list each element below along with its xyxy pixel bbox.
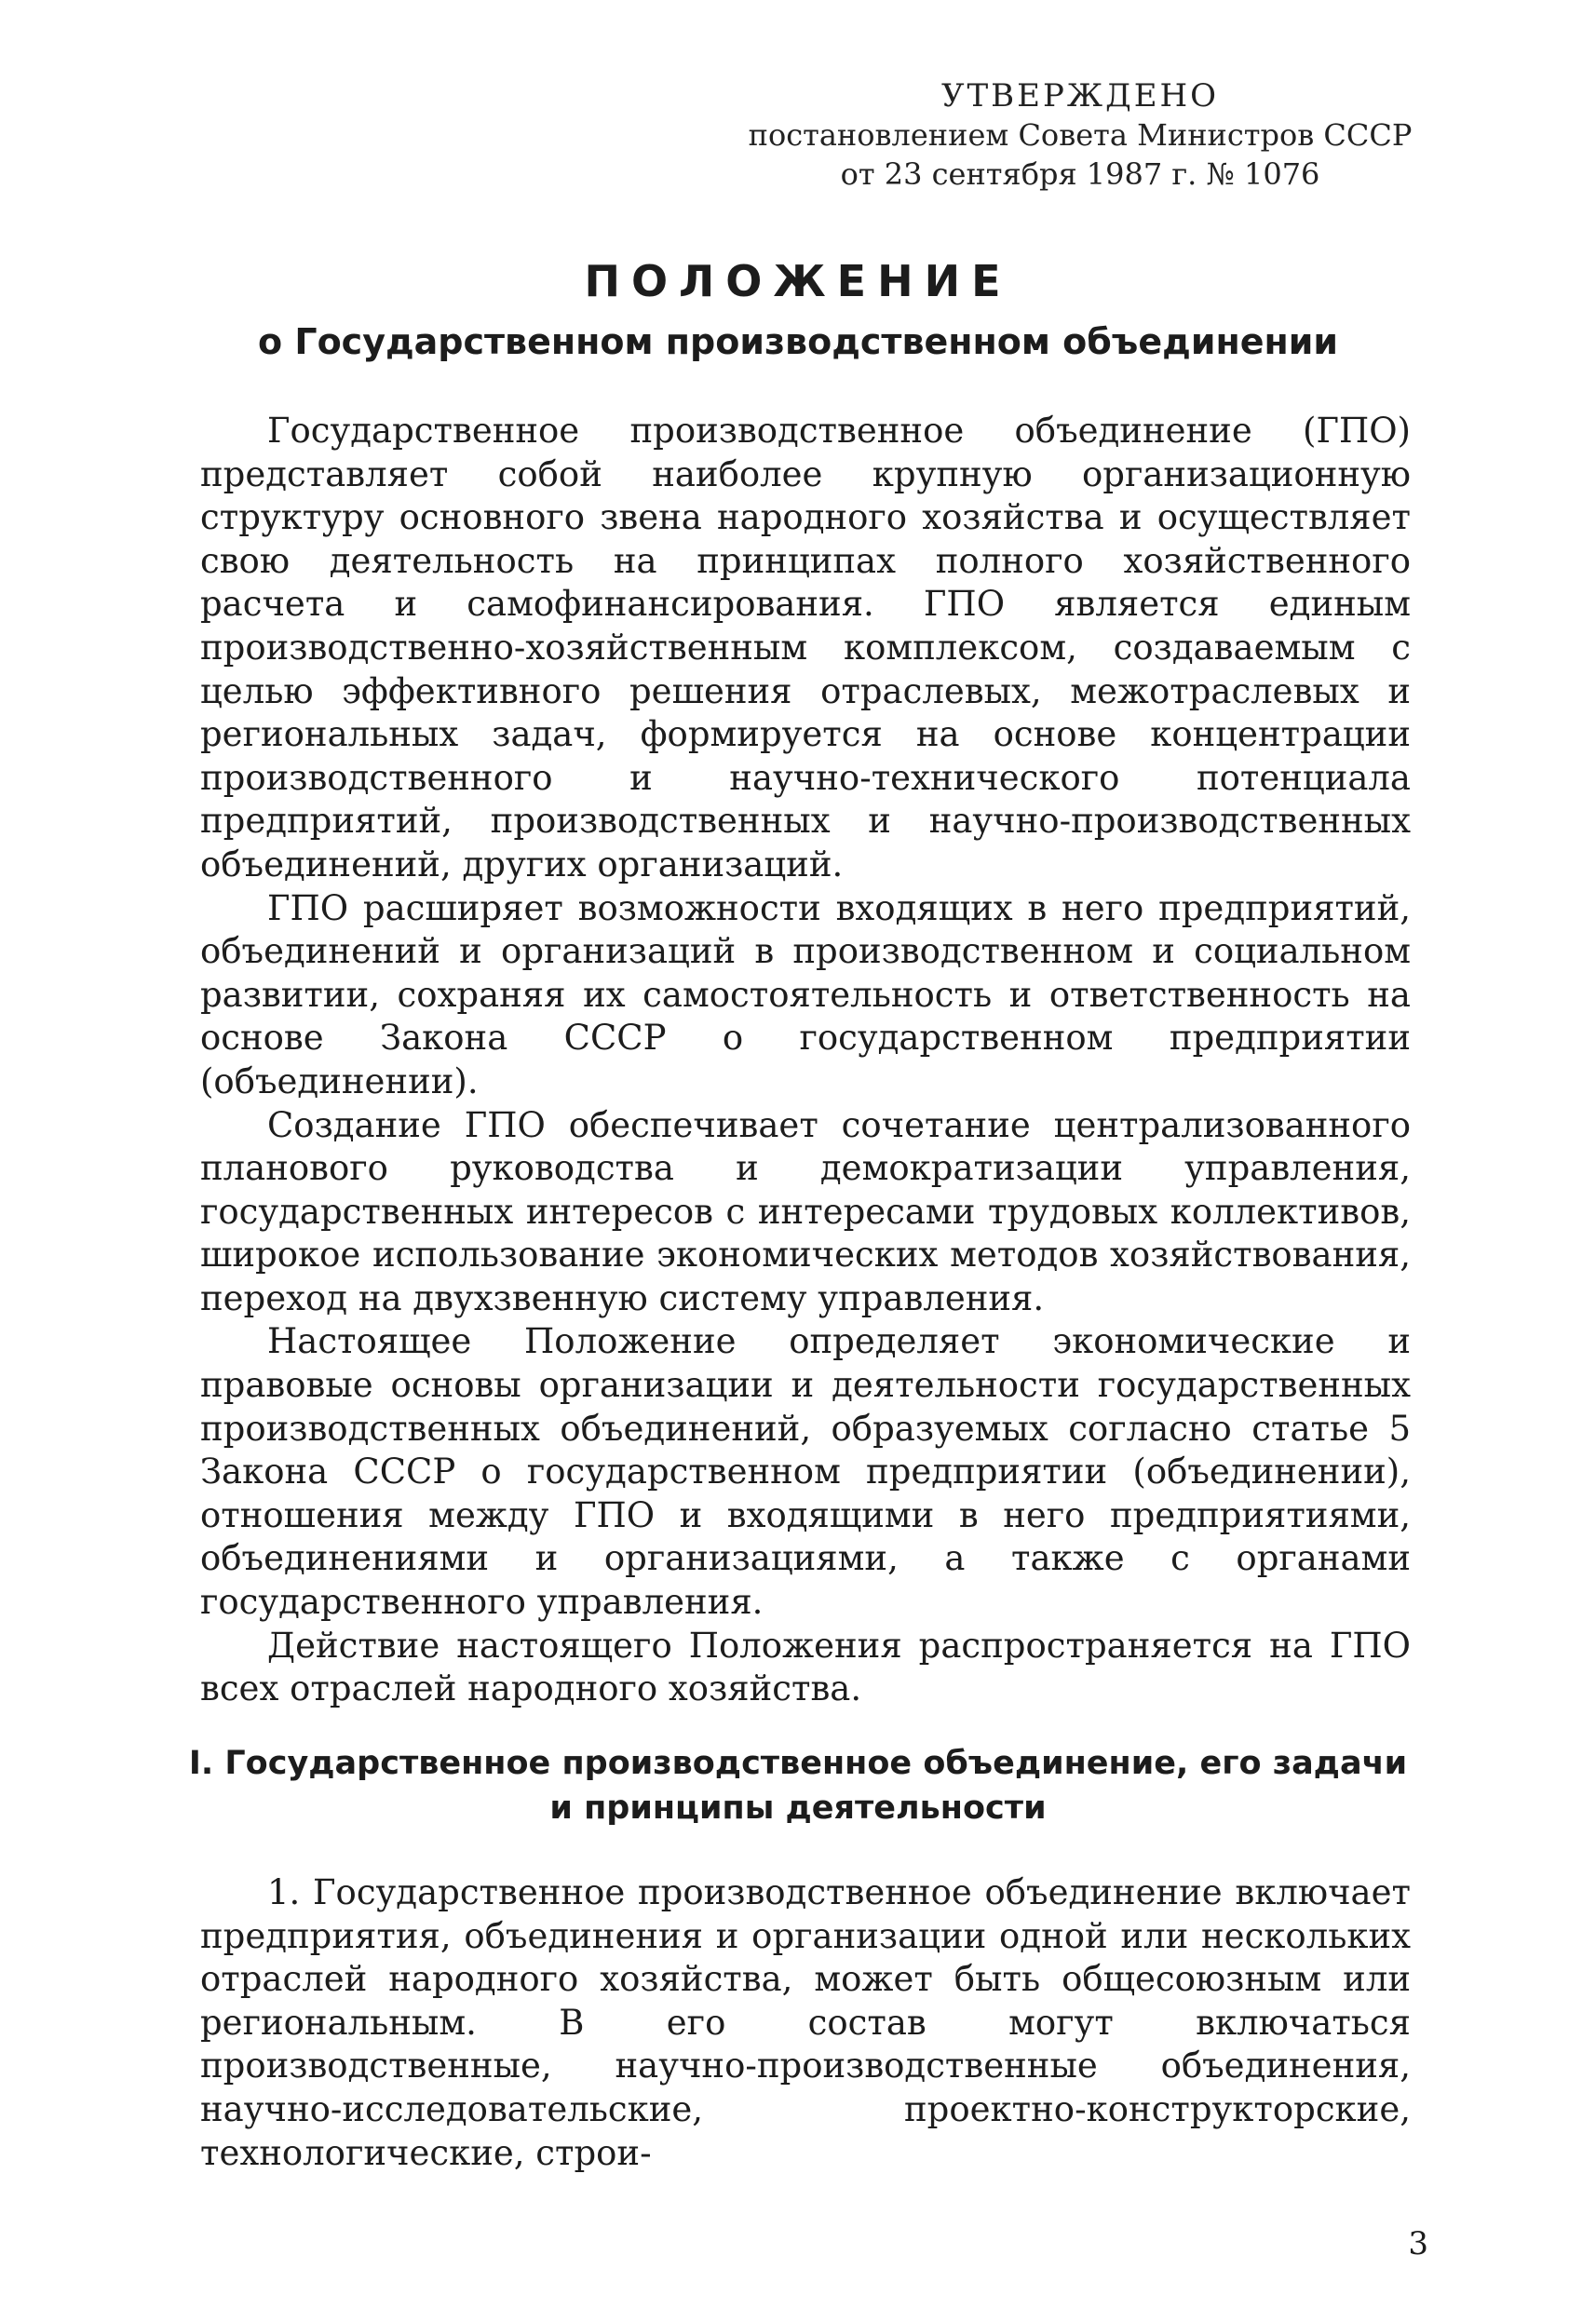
section-heading-line-2: и принципы деятельности [549,1789,1047,1827]
section-1-heading [0,1741,1596,1830]
approval-line-date: от 23 сентября 1987 г. № 1076 [840,156,1320,192]
paragraph-4: Настоящее Положение определяет экономические и правовые основы организации и деятельности государственных производственных объединений, образуемых согласно статье 5 Закона СССР о государственном предприятии (объединении), отношения между ГПО и входящими в него предприятиями, объединениями и организациями, а также с органами государственного управления. [200,1321,1411,1623]
paragraph-1: Государственное производственное объединение (ГПО) представляет собой наиболее крупную организационную структуру основного звена народного хозяйства и осуществляет свою деятельность на принципах полного хозяйственного расчета и самофинансирования. ГПО является единым производственно-хозяйственным комплексом, создаваемым с целью эффективного решения отраслевых, межотраслевых и региональных задач, формируется на основе концентрации производственного и научно-технического потенциала предприятий, производственных и научно-производственных объединений, других организаций. [200,411,1411,884]
approval-line-resolution: постановлением Совета Министров СССР [748,117,1413,153]
document-title: ПОЛОЖЕНИЕ [584,256,1012,306]
page-number: 3 [1408,2225,1428,2262]
section-paragraph-1: 1. Государственное производственное объединение включает предприятия, объединения и организации одной или нескольких отраслей народного хозяйства, может быть общесоюзным или региональным. В его состав могут включаться производственные, научно-производственные объединения, научно-исследовательские, проектно-конструкторские, технологические, строи- [200,1872,1411,2173]
paragraph-2: ГПО расширяет возможности входящих в него предприятий, объединений и организаций в производственном и социальном развитии, сохраняя их самостоятельность и ответственность на основе Закона СССР о государственном предприятии (объединении). [200,887,1411,1101]
document-subtitle: о Государственном производственном объединении [258,321,1338,362]
approval-line-approved: УТВЕРЖДЕНО [940,77,1220,115]
section-heading-line-1: I. Государственное производственное объединение, его задачи [188,1745,1408,1782]
paragraph-5: Действие настоящего Положения распространяется на ГПО всех отраслей народного хозяйства. [200,1625,1411,1709]
paragraph-3: Создание ГПО обеспечивает сочетание централизованного планового руководства и демократизации управления, государственных интересов с интересами трудовых коллективов, широкое использование экономических методов хозяйствования, переход на двухзвенную систему управления. [200,1104,1411,1318]
preamble [200,410,1411,1711]
approval-stamp [726,76,1434,194]
section-1-body [200,1871,1411,2175]
